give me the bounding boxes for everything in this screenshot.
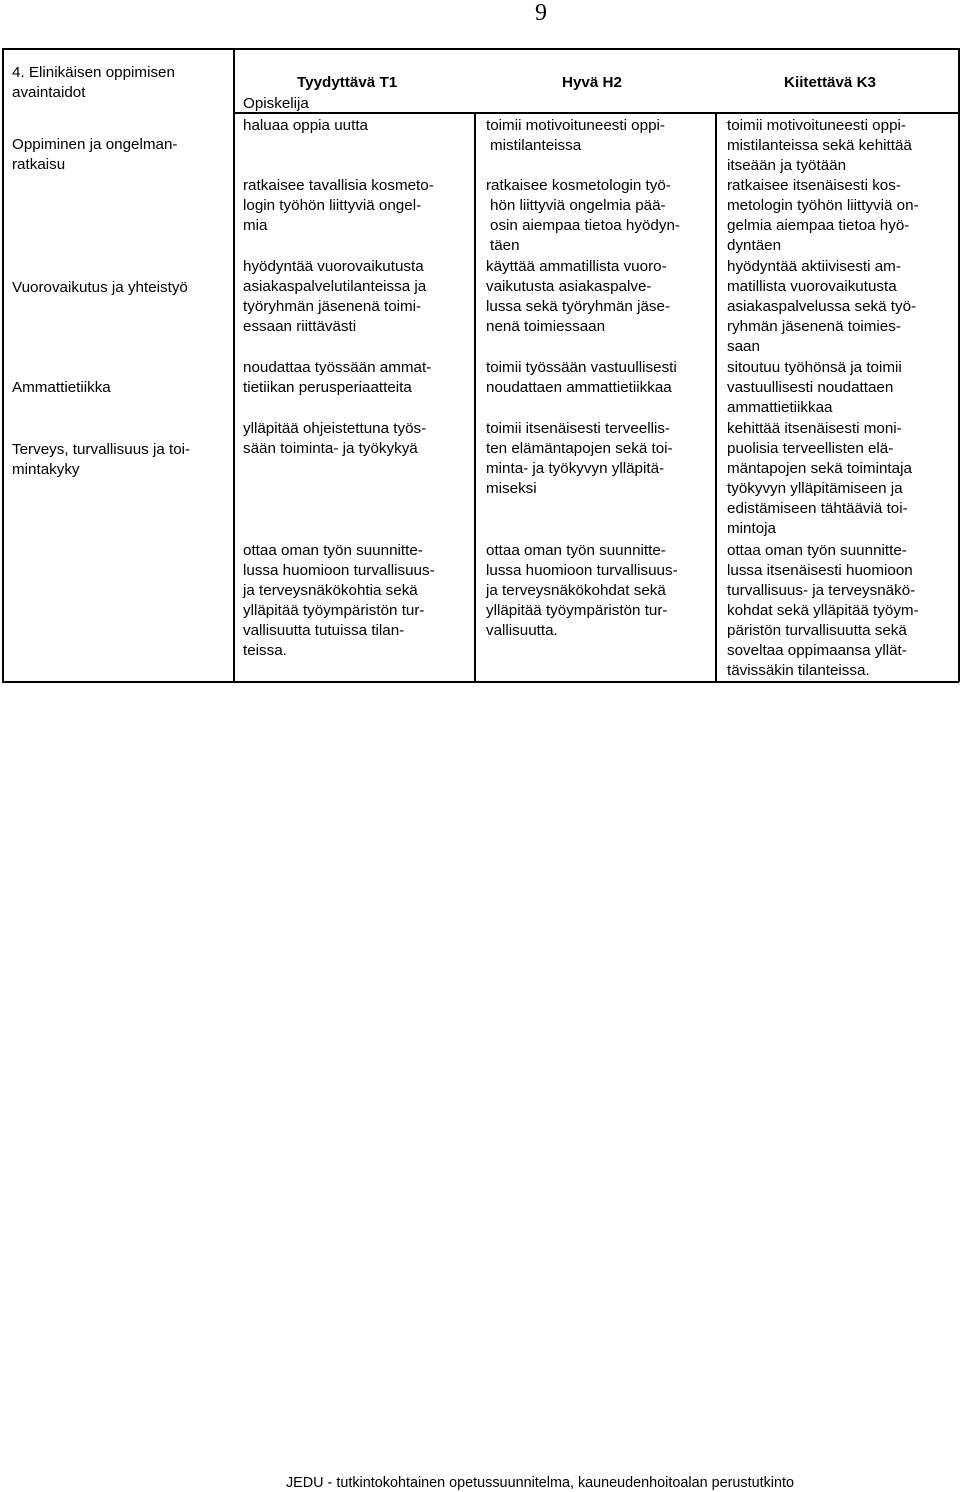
h2-oppiminen-2: ratkaisee kosmetologin työ- hön liittyviä ongelmia pää- osin aiempaa tietoa hyödyn- täen <box>486 177 680 254</box>
label-oppiminen: Oppiminen ja ongelman- ratkaisu <box>12 136 178 173</box>
k3-ammattietiikka: sitoutuu työhönsä ja toimii vastuullisesti noudattaen ammattietiikkaa <box>727 359 902 416</box>
k3-terveys-2: ottaa oman työn suunnitte- lussa itsenäisesti huomioon turvallisuus- ja terveysnäkö- kohdat sekä ylläpitää työym- päristön turvallisuutta sekä soveltaa oppimaansa yllät- tävissäkin tilanteissa. <box>727 542 919 679</box>
subheader-opiskelija: Opiskelija <box>243 95 309 112</box>
t1-terveys-1: ylläpitää ohjeistettuna työs- sään toiminta- ja työkykyä <box>243 420 427 457</box>
h2-oppiminen-1: toimii motivoituneesti oppi- mistilanteissa <box>486 117 665 154</box>
label-ammattietiikka: Ammattietiikka <box>12 379 111 396</box>
k3-vuorovaikutus: hyödyntää aktiivisesti am- matillista vuorovaikutusta asiakaspalvelussa sekä työ- ryhmän jäsenenä toimies- saan <box>727 258 917 355</box>
k3-oppiminen-2: ratkaisee itsenäisesti kos- metologin työhön liittyviä on- gelmia aiempaa tietoa hyö- dyntäen <box>727 177 919 254</box>
k3-terveys-1: kehittää itsenäisesti moni- puolisia terveellisten elä- mäntapojen sekä toimintaja työkyvyn ylläpitämiseen ja edistämiseen tähtääviä toi- mintoja <box>727 420 912 537</box>
t1-oppiminen-1: haluaa oppia uutta <box>243 117 368 134</box>
h2-terveys-2: ottaa oman työn suunnitte- lussa huomioon turvallisuus- ja terveysnäkökohdat sekä ylläpitää työympäristön tur- vallisuutta. <box>486 542 678 639</box>
t1-terveys-2: ottaa oman työn suunnitte- lussa huomioon turvallisuus- ja terveysnäkökohtia sekä ylläpitää työympäristön tur- vallisuutta tutuissa tilan- teissa. <box>243 542 435 659</box>
t1-oppiminen-2: ratkaisee tavallisia kosmeto- login työhön liittyviä ongel- mia <box>243 177 434 234</box>
h2-vuorovaikutus: käyttää ammatillista vuoro- vaikutusta asiakaspalve- lussa sekä työryhmän jäse- nenä toimiessaan <box>486 258 671 335</box>
section-title: 4. Elinikäisen oppimisen avaintaidot <box>12 64 175 101</box>
t1-vuorovaikutus: hyödyntää vuorovaikutusta asiakaspalvelutilanteissa ja työryhmän jäsenenä toimi- essaan riittävästi <box>243 258 427 335</box>
header-k3: Kiitettävä K3 <box>784 74 877 91</box>
label-vuorovaikutus: Vuorovaikutus ja yhteistyö <box>12 279 188 296</box>
label-terveys: Terveys, turvallisuus ja toi- mintakyky <box>12 441 191 478</box>
h2-ammattietiikka: toimii työssään vastuullisesti noudattaen ammattietiikkaa <box>486 359 677 396</box>
h2-terveys-1: toimii itsenäisesti terveellis- ten elämäntapojen sekä toi- minta- ja työkyvyn ylläpitä- miseksi <box>486 420 673 497</box>
t1-ammattietiikka: noudattaa työssään ammat- tietiikan perusperiaatteita <box>243 359 432 396</box>
header-t1: Tyydyttävä T1 <box>297 74 398 91</box>
page-footer: JEDU - tutkintokohtainen opetussuunnitelma, kauneudenhoitoalan perustutkinto <box>285 1475 794 1491</box>
k3-oppiminen-1: toimii motivoituneesti oppi- mistilanteissa sekä kehittää itseään ja työtään <box>727 117 912 174</box>
header-h2: Hyvä H2 <box>562 74 622 91</box>
page-number: 9 <box>535 0 547 26</box>
